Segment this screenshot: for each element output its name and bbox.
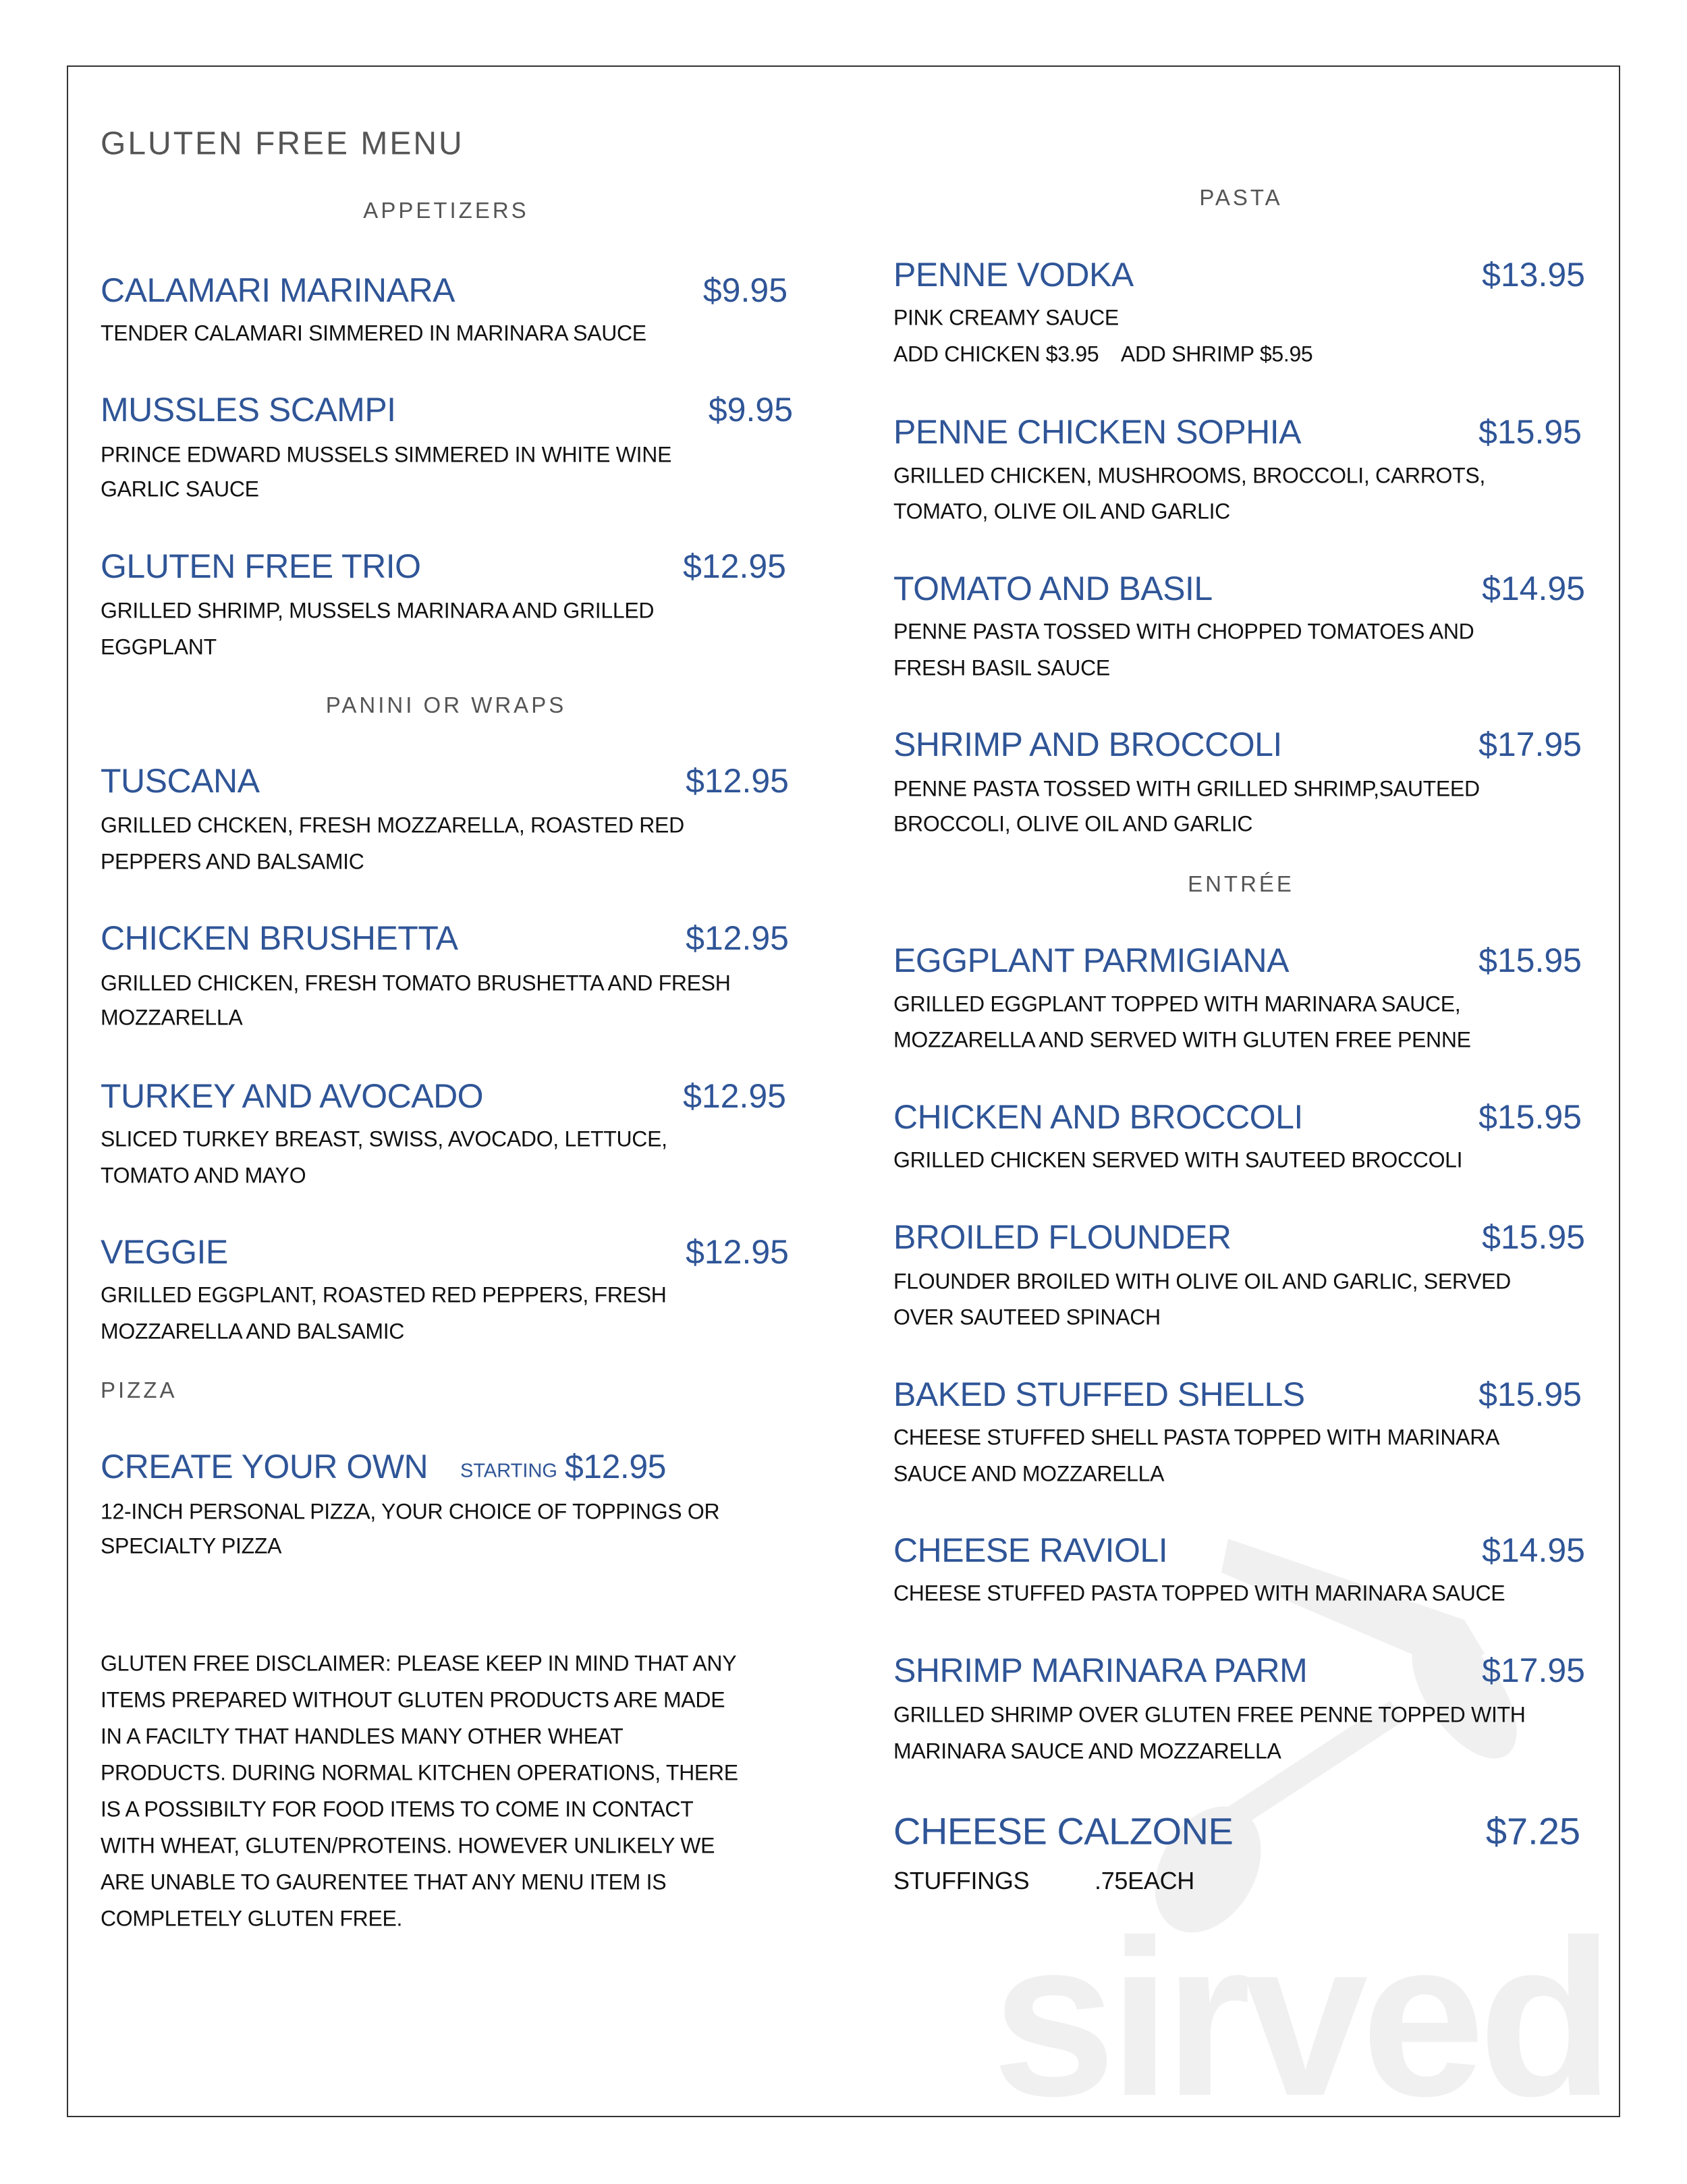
item-description: ADD CHICKEN $3.95 ADD SHRIMP $5.95 bbox=[893, 342, 1313, 366]
item-name: BROILED FLOUNDER bbox=[893, 1218, 1232, 1256]
section-header-pasta: PASTA bbox=[1199, 185, 1283, 210]
page-title: GLUTEN FREE MENU bbox=[101, 126, 464, 162]
item-price: $15.95 bbox=[1478, 413, 1582, 451]
item-name: CHEESE RAVIOLI bbox=[893, 1531, 1168, 1569]
item-price: $15.95 bbox=[1478, 1375, 1582, 1413]
item-price: $14.95 bbox=[1482, 1531, 1585, 1569]
item-description: 12-INCH PERSONAL PIZZA, YOUR CHOICE OF TOPPINGS OR bbox=[101, 1499, 720, 1524]
item-price: $14.95 bbox=[1482, 570, 1585, 607]
starting-label: STARTING bbox=[460, 1460, 557, 1482]
item-description: OVER SAUTEED SPINACH bbox=[893, 1305, 1161, 1330]
disclaimer-line: IS A POSSIBILTY FOR FOOD ITEMS TO COME IN CONTACT bbox=[101, 1797, 694, 1822]
item-description: SPECIALTY PIZZA bbox=[101, 1533, 282, 1558]
disclaimer-line: WITH WHEAT, GLUTEN/PROTEINS. HOWEVER UNLIKELY WE bbox=[101, 1833, 715, 1858]
item-description: GRILLED CHICKEN, FRESH TOMATO BRUSHETTA AND FRESH bbox=[101, 971, 731, 995]
item-price: $13.95 bbox=[1482, 256, 1585, 294]
item-price: $15.95 bbox=[1478, 1098, 1582, 1136]
item-name: BAKED STUFFED SHELLS bbox=[893, 1375, 1305, 1413]
item-name: SHRIMP MARINARA PARM bbox=[893, 1651, 1308, 1689]
item-name: GLUTEN FREE TRIO bbox=[101, 547, 421, 585]
item-description: MOZZARELLA AND SERVED WITH GLUTEN FREE PENNE bbox=[893, 1027, 1471, 1052]
item-description: GRILLED CHICKEN SERVED WITH SAUTEED BROCCOLI bbox=[893, 1147, 1463, 1172]
item-price: $12.95 bbox=[565, 1448, 666, 1485]
item-name: EGGPLANT PARMIGIANA bbox=[893, 941, 1290, 979]
item-description: PEPPERS AND BALSAMIC bbox=[101, 849, 364, 874]
disclaimer-line: ARE UNABLE TO GAURENTEE THAT ANY MENU ITEM IS bbox=[101, 1869, 667, 1894]
disclaimer-line: COMPLETELY GLUTEN FREE. bbox=[101, 1906, 403, 1931]
item-price: $12.95 bbox=[683, 547, 786, 585]
item-price: $12.95 bbox=[683, 1077, 786, 1115]
item-description: STUFFINGS bbox=[893, 1867, 1030, 1894]
item-price: $15.95 bbox=[1478, 941, 1582, 979]
item-description: GRILLED CHCKEN, FRESH MOZZARELLA, ROASTED RED bbox=[101, 813, 684, 838]
item-description: GRILLED EGGPLANT TOPPED WITH MARINARA SAUCE, bbox=[893, 991, 1461, 1016]
item-description: BROCCOLI, OLIVE OIL AND GARLIC bbox=[893, 811, 1253, 836]
item-description: GRILLED SHRIMP, MUSSELS MARINARA AND GRILLED bbox=[101, 598, 655, 623]
item-name: TOMATO AND BASIL bbox=[893, 570, 1213, 607]
item-description: GRILLED EGGPLANT, ROASTED RED PEPPERS, FRESH bbox=[101, 1282, 667, 1307]
disclaimer-line: GLUTEN FREE DISCLAIMER: PLEASE KEEP IN MIND THAT ANY bbox=[101, 1651, 737, 1676]
item-name: TUSCANA bbox=[101, 762, 260, 800]
item-name: CALAMARI MARINARA bbox=[101, 271, 455, 309]
item-price: $17.95 bbox=[1478, 726, 1582, 763]
item-description: MARINARA SAUCE AND MOZZARELLA bbox=[893, 1739, 1281, 1764]
section-header-entree: ENTRÉE bbox=[1188, 871, 1294, 896]
item-description: SAUCE AND MOZZARELLA bbox=[893, 1461, 1165, 1486]
section-header-pizza: PIZZA bbox=[101, 1377, 177, 1402]
item-description: FLOUNDER BROILED WITH OLIVE OIL AND GARLIC, SERVED bbox=[893, 1269, 1511, 1294]
item-description: PRINCE EDWARD MUSSELS SIMMERED IN WHITE WINE bbox=[101, 442, 672, 467]
item-price: $12.95 bbox=[686, 919, 789, 957]
item-description: SLICED TURKEY BREAST, SWISS, AVOCADO, LETTUCE, bbox=[101, 1126, 667, 1151]
item-price: $15.95 bbox=[1482, 1218, 1585, 1256]
stuffing-price: .75EACH bbox=[1095, 1867, 1194, 1894]
item-description: TOMATO AND MAYO bbox=[101, 1163, 306, 1188]
disclaimer-line: PRODUCTS. DURING NORMAL KITCHEN OPERATIONS, THERE bbox=[101, 1760, 738, 1785]
item-name: CHEESE CALZONE bbox=[893, 1809, 1234, 1853]
item-price: $12.95 bbox=[686, 1233, 789, 1271]
item-name: CREATE YOUR OWN bbox=[101, 1448, 428, 1485]
item-description: GRILLED CHICKEN, MUSHROOMS, BROCCOLI, CARROTS, bbox=[893, 463, 1485, 488]
sirved-watermark-logo: sirved bbox=[992, 1893, 1608, 2142]
item-description: PINK CREAMY SAUCE bbox=[893, 305, 1119, 330]
item-description: CHEESE STUFFED PASTA TOPPED WITH MARINARA SAUCE bbox=[893, 1581, 1505, 1606]
item-description: PENNE PASTA TOSSED WITH CHOPPED TOMATOES AND bbox=[893, 619, 1474, 644]
section-header-panini: PANINI OR WRAPS bbox=[325, 692, 567, 717]
item-description: TOMATO, OLIVE OIL AND GARLIC bbox=[893, 499, 1230, 524]
item-description: GARLIC SAUCE bbox=[101, 476, 259, 501]
item-price: $7.25 bbox=[1485, 1809, 1580, 1853]
item-description: MOZZARELLA bbox=[101, 1005, 243, 1030]
item-description: FRESH BASIL SAUCE bbox=[893, 655, 1110, 680]
item-description: PENNE PASTA TOSSED WITH GRILLED SHRIMP,SAUTEED bbox=[893, 776, 1480, 801]
item-description: EGGPLANT bbox=[101, 634, 217, 659]
item-description: GRILLED SHRIMP OVER GLUTEN FREE PENNE TOPPED WITH bbox=[893, 1702, 1526, 1727]
item-name: MUSSLES SCAMPI bbox=[101, 391, 396, 429]
item-name: PENNE CHICKEN SOPHIA bbox=[893, 413, 1302, 451]
item-name: VEGGIE bbox=[101, 1233, 228, 1271]
item-name: CHICKEN BRUSHETTA bbox=[101, 919, 458, 957]
item-price: $9.95 bbox=[708, 391, 793, 429]
item-description: MOZZARELLA AND BALSAMIC bbox=[101, 1319, 405, 1344]
disclaimer-line: IN A FACILTY THAT HANDLES MANY OTHER WHEAT bbox=[101, 1724, 624, 1749]
item-price: $9.95 bbox=[702, 271, 787, 309]
item-price: $12.95 bbox=[686, 762, 789, 800]
disclaimer-line: ITEMS PREPARED WITHOUT GLUTEN PRODUCTS ARE MADE bbox=[101, 1687, 725, 1712]
item-name: SHRIMP AND BROCCOLI bbox=[893, 726, 1282, 763]
item-description: TENDER CALAMARI SIMMERED IN MARINARA SAUCE bbox=[101, 321, 646, 346]
item-name: PENNE VODKA bbox=[893, 256, 1134, 294]
section-header-appetizers: APPETIZERS bbox=[363, 198, 529, 223]
item-description: CHEESE STUFFED SHELL PASTA TOPPED WITH MARINARA bbox=[893, 1425, 1500, 1450]
item-name: TURKEY AND AVOCADO bbox=[101, 1077, 484, 1115]
item-name: CHICKEN AND BROCCOLI bbox=[893, 1098, 1303, 1136]
item-price: $17.95 bbox=[1482, 1651, 1585, 1689]
